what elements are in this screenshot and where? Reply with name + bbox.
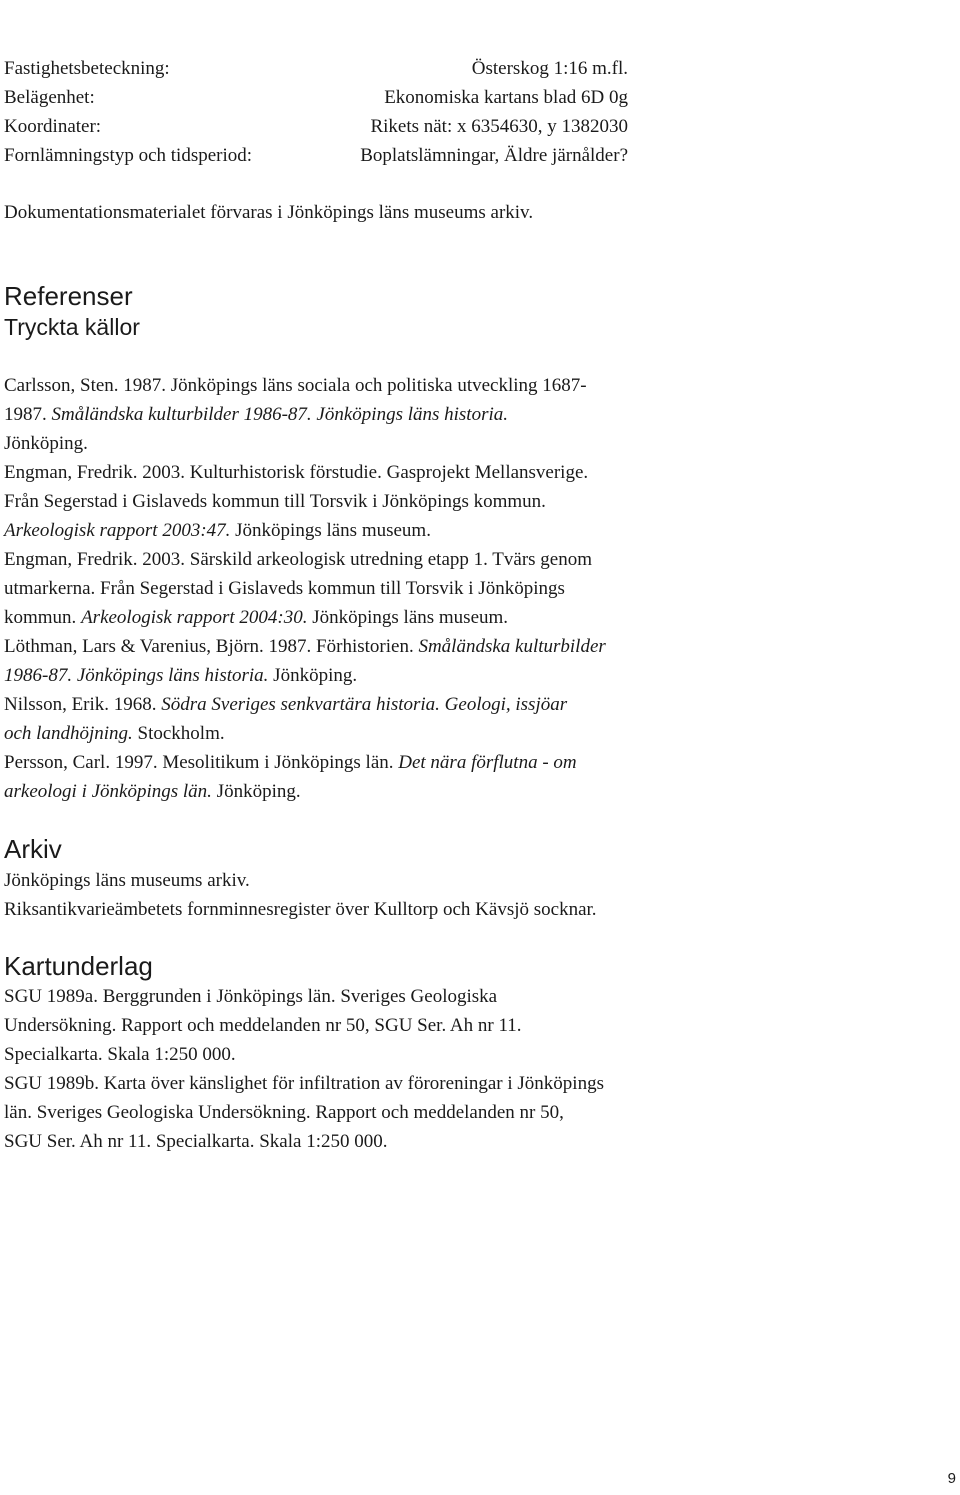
- map-sources-list: [4, 982, 628, 1156]
- meta-label: Fastighetsbeteckning:: [4, 58, 170, 79]
- meta-row: [4, 54, 628, 83]
- reference-text: utmarkerna. Från Segerstad i Gislaveds kommun till Torsvik i Jönköpings: [4, 578, 565, 599]
- reference-text: 1987.: [4, 404, 52, 425]
- map-source-entry: [4, 1069, 628, 1156]
- referenser-heading: Referenser: [4, 281, 133, 311]
- reference-text: Jönköpings läns museum.: [307, 607, 509, 628]
- archive-list: [4, 866, 628, 924]
- meta-label: Koordinater:: [4, 116, 102, 137]
- reference-line: [4, 690, 628, 719]
- property-metadata: [4, 54, 628, 170]
- arkiv-heading: Arkiv: [4, 834, 62, 864]
- reference-line: [4, 516, 628, 545]
- reference-line: [4, 661, 628, 690]
- reference-title: arkeologi i Jönköpings län.: [4, 781, 212, 802]
- tryckta-kallor-heading: Tryckta källor: [4, 314, 140, 340]
- meta-label: Fornlämningstyp och tidsperiod:: [4, 145, 253, 166]
- meta-label: Belägenhet:: [4, 87, 95, 108]
- reference-title: Arkeologisk rapport 2003:47.: [4, 520, 231, 541]
- meta-value: Rikets nät: x 6354630, y 1382030: [370, 116, 628, 137]
- reference-text: Jönköpings läns museum.: [230, 520, 431, 541]
- reference-title: och landhöjning.: [4, 723, 133, 744]
- reference-entry: [4, 458, 628, 545]
- meta-value: Ekonomiska kartans blad 6D 0g: [384, 87, 628, 108]
- reference-title: Det nära förflutna - om: [398, 752, 577, 773]
- archive-item: Riksantikvarieämbetets fornminnesregister över Kulltorp och Kävsjö socknar.: [4, 899, 597, 920]
- reference-text: Jönköping.: [4, 433, 88, 454]
- map-source-line: län. Sveriges Geologiska Undersökning. Rapport och meddelanden nr 50,: [4, 1102, 564, 1123]
- reference-text: Persson, Carl. 1997. Mesolitikum i Jönköpings län.: [4, 752, 399, 773]
- map-source-entry: [4, 982, 628, 1069]
- reference-line: [4, 458, 628, 487]
- kartunderlag-heading: Kartunderlag: [4, 951, 153, 981]
- reference-line: [4, 545, 628, 574]
- archive-note: Dokumentationsmaterialet förvaras i Jönköpings läns museums arkiv.: [4, 202, 534, 223]
- reference-entry: [4, 545, 628, 632]
- reference-line: [4, 371, 628, 400]
- printed-sources-list: [4, 371, 628, 806]
- reference-title: Småländska kulturbilder: [418, 636, 606, 657]
- reference-title: Södra Sveriges senkvartära historia. Geologi, issjöar: [161, 694, 568, 715]
- meta-value: Österskog 1:16 m.fl.: [471, 58, 628, 79]
- meta-row: [4, 112, 628, 141]
- reference-entry: [4, 748, 628, 806]
- map-source-line: SGU Ser. Ah nr 11. Specialkarta. Skala 1:250 000.: [4, 1131, 388, 1152]
- reference-text: Carlsson, Sten. 1987. Jönköpings läns sociala och politiska utveckling 1687-: [4, 375, 587, 396]
- reference-text: kommun.: [4, 607, 82, 628]
- reference-line: [4, 429, 628, 458]
- reference-line: [4, 632, 628, 661]
- reference-line: [4, 603, 628, 632]
- map-source-line: SGU 1989b. Karta över känslighet för infiltration av föroreningar i Jönköpings: [4, 1073, 604, 1094]
- reference-text: Jönköping.: [211, 781, 301, 802]
- reference-text: Engman, Fredrik. 2003. Kulturhistorisk förstudie. Gasprojekt Mellansverige.: [4, 462, 589, 483]
- reference-title: Småländska kulturbilder 1986-87. Jönköpings läns historia.: [51, 404, 509, 425]
- reference-title: Arkeologisk rapport 2004:30.: [81, 607, 308, 628]
- reference-title: 1986-87. Jönköpings läns historia.: [4, 665, 269, 686]
- meta-value: Boplatslämningar, Äldre järnålder?: [360, 145, 628, 166]
- map-source-line: SGU 1989a. Berggrunden i Jönköpings län. Sveriges Geologiska: [4, 986, 498, 1007]
- archive-item: Jönköpings läns museums arkiv.: [4, 870, 250, 891]
- page-number: 9: [947, 1470, 956, 1487]
- reference-text: Jönköping.: [268, 665, 358, 686]
- reference-line: [4, 487, 628, 516]
- map-source-line: Undersökning. Rapport och meddelanden nr 50, SGU Ser. Ah nr 11.: [4, 1015, 522, 1036]
- reference-line: [4, 574, 628, 603]
- meta-row: [4, 141, 628, 170]
- reference-text: Från Segerstad i Gislaveds kommun till Torsvik i Jönköpings kommun.: [4, 491, 546, 512]
- reference-entry: [4, 690, 628, 748]
- reference-line: [4, 400, 628, 429]
- meta-row: [4, 83, 628, 112]
- map-source-line: Specialkarta. Skala 1:250 000.: [4, 1044, 236, 1065]
- reference-line: [4, 777, 628, 806]
- reference-line: [4, 748, 628, 777]
- reference-text: Löthman, Lars & Varenius, Björn. 1987. Förhistorien.: [4, 636, 419, 657]
- reference-text: Engman, Fredrik. 2003. Särskild arkeologisk utredning etapp 1. Tvärs genom: [4, 549, 593, 570]
- reference-entry: [4, 371, 628, 458]
- reference-text: Stockholm.: [132, 723, 225, 744]
- reference-line: [4, 719, 628, 748]
- reference-text: Nilsson, Erik. 1968.: [4, 694, 162, 715]
- reference-entry: [4, 632, 628, 690]
